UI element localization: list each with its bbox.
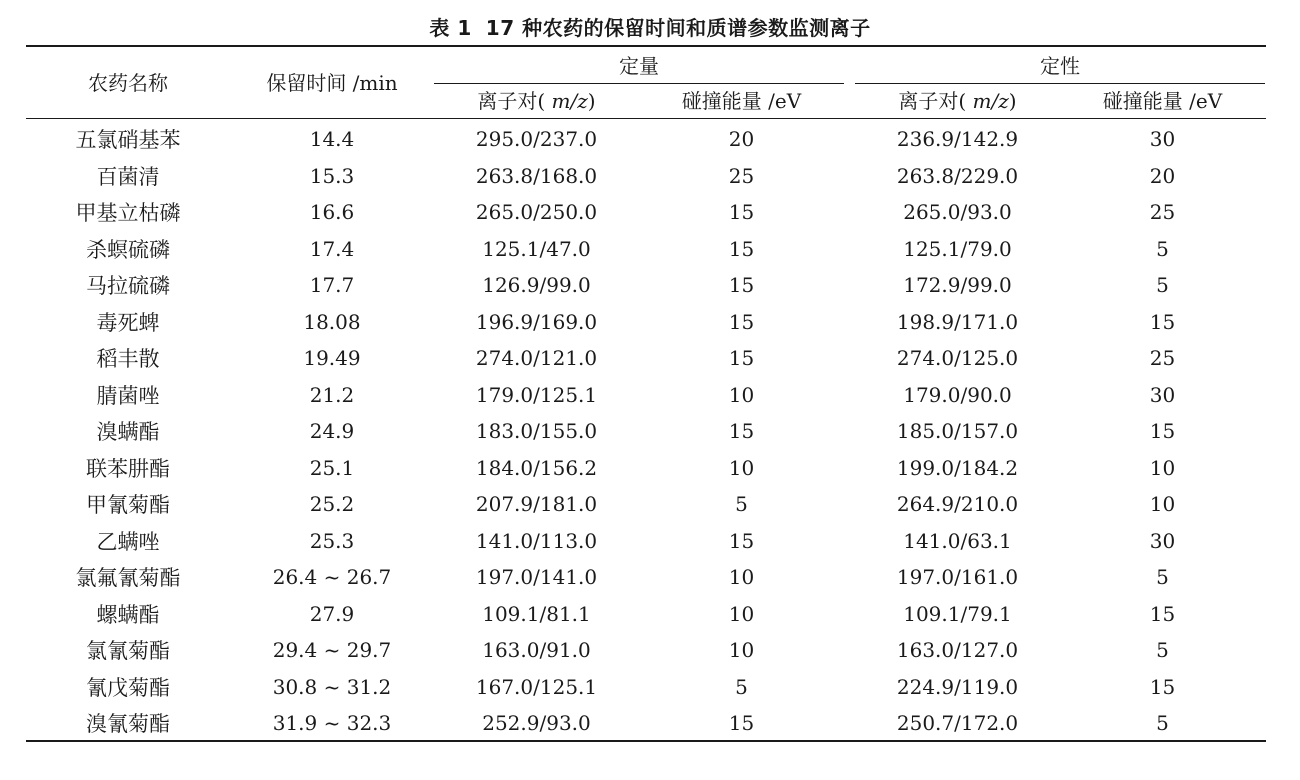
qual-collision-energy-cell: 15 <box>1149 309 1176 334</box>
qual-group-rule <box>855 83 1265 84</box>
ion-pair-unit: m/z <box>972 89 1009 113</box>
retention-time-cell: 16.6 <box>309 200 355 225</box>
quant-collision-energy-cell: 25 <box>728 163 755 188</box>
quant-collision-energy-cell: 5 <box>735 492 748 517</box>
quant-ion-pair-cell: 179.0/125.1 <box>475 382 598 407</box>
header-retention-time: 保留时间 /min <box>266 71 398 95</box>
table-row <box>26 231 1266 268</box>
table-row <box>26 194 1266 231</box>
qual-ion-pair-cell: 179.0/90.0 <box>903 382 1012 407</box>
quant-ion-pair-cell: 274.0/121.0 <box>475 346 598 371</box>
quant-collision-energy-cell: 10 <box>728 455 755 480</box>
qual-ion-pair-cell: 236.9/142.9 <box>896 127 1019 152</box>
quant-collision-energy-cell: 10 <box>728 638 755 663</box>
ion-pair-suffix: ) <box>587 89 596 113</box>
table-row <box>26 377 1266 414</box>
table-row <box>26 121 1266 158</box>
qual-collision-energy-cell: 5 <box>1156 236 1169 261</box>
qual-collision-energy-cell: 15 <box>1149 674 1176 699</box>
retention-time-cell: 17.4 <box>309 236 355 261</box>
qual-collision-energy-cell: 10 <box>1149 492 1176 517</box>
table-row <box>26 267 1266 304</box>
bottom-rule <box>26 740 1266 742</box>
quant-ion-pair-cell: 263.8/168.0 <box>475 163 598 188</box>
top-rule <box>26 45 1266 47</box>
pesticide-name-cell: 马拉硫磷 <box>86 274 170 299</box>
retention-time-cell: 29.4 ~ 29.7 <box>272 638 392 663</box>
quant-collision-energy-cell: 15 <box>728 346 755 371</box>
table-row <box>26 523 1266 560</box>
qual-ion-pair-cell: 199.0/184.2 <box>896 455 1019 480</box>
qual-ion-pair-cell: 198.9/171.0 <box>896 309 1019 334</box>
pesticide-name-cell: 乙螨唑 <box>96 529 160 554</box>
qual-ion-pair-cell: 185.0/157.0 <box>896 419 1019 444</box>
header-qual-collision-energy: 碰撞能量 /eV <box>1102 89 1223 113</box>
quant-ion-pair-cell: 207.9/181.0 <box>475 492 598 517</box>
qual-collision-energy-cell: 30 <box>1149 528 1176 553</box>
quant-ion-pair-cell: 109.1/81.1 <box>482 601 591 626</box>
table-title: 17 种农药的保留时间和质谱参数监测离子 <box>485 16 871 40</box>
pesticide-name-cell: 螺螨酯 <box>96 602 160 627</box>
retention-time-cell: 26.4 ~ 26.7 <box>272 565 392 590</box>
header-quant-collision-energy: 碰撞能量 /eV <box>681 89 802 113</box>
pesticide-name-cell: 毒死蜱 <box>96 310 160 335</box>
quant-collision-energy-cell: 15 <box>728 273 755 298</box>
pesticide-name-cell: 五氯硝基苯 <box>75 128 181 153</box>
quant-ion-pair-cell: 196.9/169.0 <box>475 309 598 334</box>
qual-collision-energy-cell: 10 <box>1149 455 1176 480</box>
header-group-qualitative: 定性 <box>1040 54 1080 78</box>
quant-ion-pair-cell: 265.0/250.0 <box>475 200 598 225</box>
pesticide-name-cell: 氰戊菊酯 <box>86 675 170 700</box>
pesticide-name-cell: 联苯肼酯 <box>86 456 170 481</box>
pesticide-name-cell: 氯氰菊酯 <box>86 639 170 664</box>
retention-time-cell: 19.49 <box>303 346 361 371</box>
pesticide-name-cell: 溴螨酯 <box>96 420 160 445</box>
table-row <box>26 559 1266 596</box>
header-qual-ion-pair <box>855 89 1060 113</box>
qual-ion-pair-cell: 274.0/125.0 <box>896 346 1019 371</box>
qual-collision-energy-cell: 5 <box>1156 565 1169 590</box>
quant-collision-energy-cell: 15 <box>728 200 755 225</box>
header-quant-ion-pair <box>434 89 639 113</box>
retention-time-cell: 14.4 <box>309 127 355 152</box>
pesticide-name-cell: 百菌清 <box>96 164 160 189</box>
pesticide-name-cell: 稻丰散 <box>96 347 160 372</box>
retention-time-cell: 25.3 <box>309 528 355 553</box>
header-pesticide-name: 农药名称 <box>88 71 168 95</box>
pesticide-name-cell: 杀螟硫磷 <box>86 237 170 262</box>
retention-time-cell: 25.1 <box>309 455 355 480</box>
qual-ion-pair-cell: 224.9/119.0 <box>896 674 1019 699</box>
quant-ion-pair-cell: 252.9/93.0 <box>482 711 591 736</box>
ion-pair-suffix: ) <box>1008 89 1017 113</box>
quant-collision-energy-cell: 15 <box>728 309 755 334</box>
quant-collision-energy-cell: 10 <box>728 565 755 590</box>
quant-ion-pair-cell: 295.0/237.0 <box>475 127 598 152</box>
quant-collision-energy-cell: 10 <box>728 382 755 407</box>
qual-collision-energy-cell: 15 <box>1149 601 1176 626</box>
qual-ion-pair-cell: 263.8/229.0 <box>896 163 1019 188</box>
quant-ion-pair-cell: 125.1/47.0 <box>482 236 591 261</box>
qual-ion-pair-cell: 264.9/210.0 <box>896 492 1019 517</box>
quant-collision-energy-cell: 10 <box>728 601 755 626</box>
retention-time-cell: 27.9 <box>309 601 355 626</box>
quant-ion-pair-cell: 167.0/125.1 <box>475 674 598 699</box>
qual-collision-energy-cell: 5 <box>1156 273 1169 298</box>
table-row <box>26 705 1266 742</box>
qual-ion-pair-cell: 163.0/127.0 <box>896 638 1019 663</box>
retention-time-cell: 30.8 ~ 31.2 <box>272 674 392 699</box>
retention-time-cell: 18.08 <box>303 309 361 334</box>
table-row <box>26 669 1266 706</box>
table-row <box>26 450 1266 487</box>
quant-ion-pair-cell: 197.0/141.0 <box>475 565 598 590</box>
qual-ion-pair-cell: 125.1/79.0 <box>903 236 1012 261</box>
quant-group-rule <box>434 83 844 84</box>
quant-collision-energy-cell: 15 <box>728 528 755 553</box>
qual-collision-energy-cell: 5 <box>1156 638 1169 663</box>
qual-collision-energy-cell: 25 <box>1149 346 1176 371</box>
table-row <box>26 304 1266 341</box>
retention-time-cell: 31.9 ~ 32.3 <box>272 711 392 736</box>
retention-time-cell: 17.7 <box>309 273 355 298</box>
quant-collision-energy-cell: 20 <box>728 127 755 152</box>
qual-ion-pair-cell: 197.0/161.0 <box>896 565 1019 590</box>
qual-collision-energy-cell: 25 <box>1149 200 1176 225</box>
header-group-quantitative: 定量 <box>619 54 659 78</box>
qual-ion-pair-cell: 250.7/172.0 <box>896 711 1019 736</box>
quant-collision-energy-cell: 5 <box>735 674 748 699</box>
qual-collision-energy-cell: 5 <box>1156 711 1169 736</box>
ion-pair-prefix: 离子对( <box>477 89 546 113</box>
pesticide-name-cell: 甲基立枯磷 <box>75 201 181 226</box>
quant-ion-pair-cell: 183.0/155.0 <box>475 419 598 444</box>
qual-collision-energy-cell: 15 <box>1149 419 1176 444</box>
retention-time-cell: 15.3 <box>309 163 355 188</box>
retention-time-cell: 25.2 <box>309 492 355 517</box>
qual-ion-pair-cell: 109.1/79.1 <box>903 601 1012 626</box>
qual-ion-pair-cell: 172.9/99.0 <box>903 273 1012 298</box>
ion-pair-prefix: 离子对( <box>898 89 967 113</box>
qual-ion-pair-cell: 141.0/63.1 <box>903 528 1012 553</box>
pesticide-name-cell: 溴氰菊酯 <box>86 712 170 737</box>
retention-time-cell: 21.2 <box>309 382 355 407</box>
retention-time-cell: 24.9 <box>309 419 355 444</box>
quant-collision-energy-cell: 15 <box>728 711 755 736</box>
table-label: 表 1 <box>429 16 472 40</box>
table-row <box>26 596 1266 633</box>
quant-ion-pair-cell: 126.9/99.0 <box>482 273 591 298</box>
qual-collision-energy-cell: 30 <box>1149 127 1176 152</box>
quant-collision-energy-cell: 15 <box>728 236 755 261</box>
table-row <box>26 632 1266 669</box>
table-row <box>26 340 1266 377</box>
pesticide-name-cell: 氯氟氰菊酯 <box>75 566 181 591</box>
table-caption <box>0 12 1300 41</box>
quant-ion-pair-cell: 141.0/113.0 <box>475 528 598 553</box>
qual-ion-pair-cell: 265.0/93.0 <box>903 200 1012 225</box>
pesticide-name-cell: 腈菌唑 <box>96 383 160 408</box>
table-row <box>26 413 1266 450</box>
pesticide-name-cell: 甲氰菊酯 <box>86 493 170 518</box>
table-row <box>26 158 1266 195</box>
quant-collision-energy-cell: 15 <box>728 419 755 444</box>
qual-collision-energy-cell: 30 <box>1149 382 1176 407</box>
table-row <box>26 486 1266 523</box>
quant-ion-pair-cell: 163.0/91.0 <box>482 638 591 663</box>
quant-ion-pair-cell: 184.0/156.2 <box>475 455 598 480</box>
table-body <box>26 121 1266 742</box>
qual-collision-energy-cell: 20 <box>1149 163 1176 188</box>
ion-pair-unit: m/z <box>551 89 588 113</box>
header-rule <box>26 118 1266 119</box>
